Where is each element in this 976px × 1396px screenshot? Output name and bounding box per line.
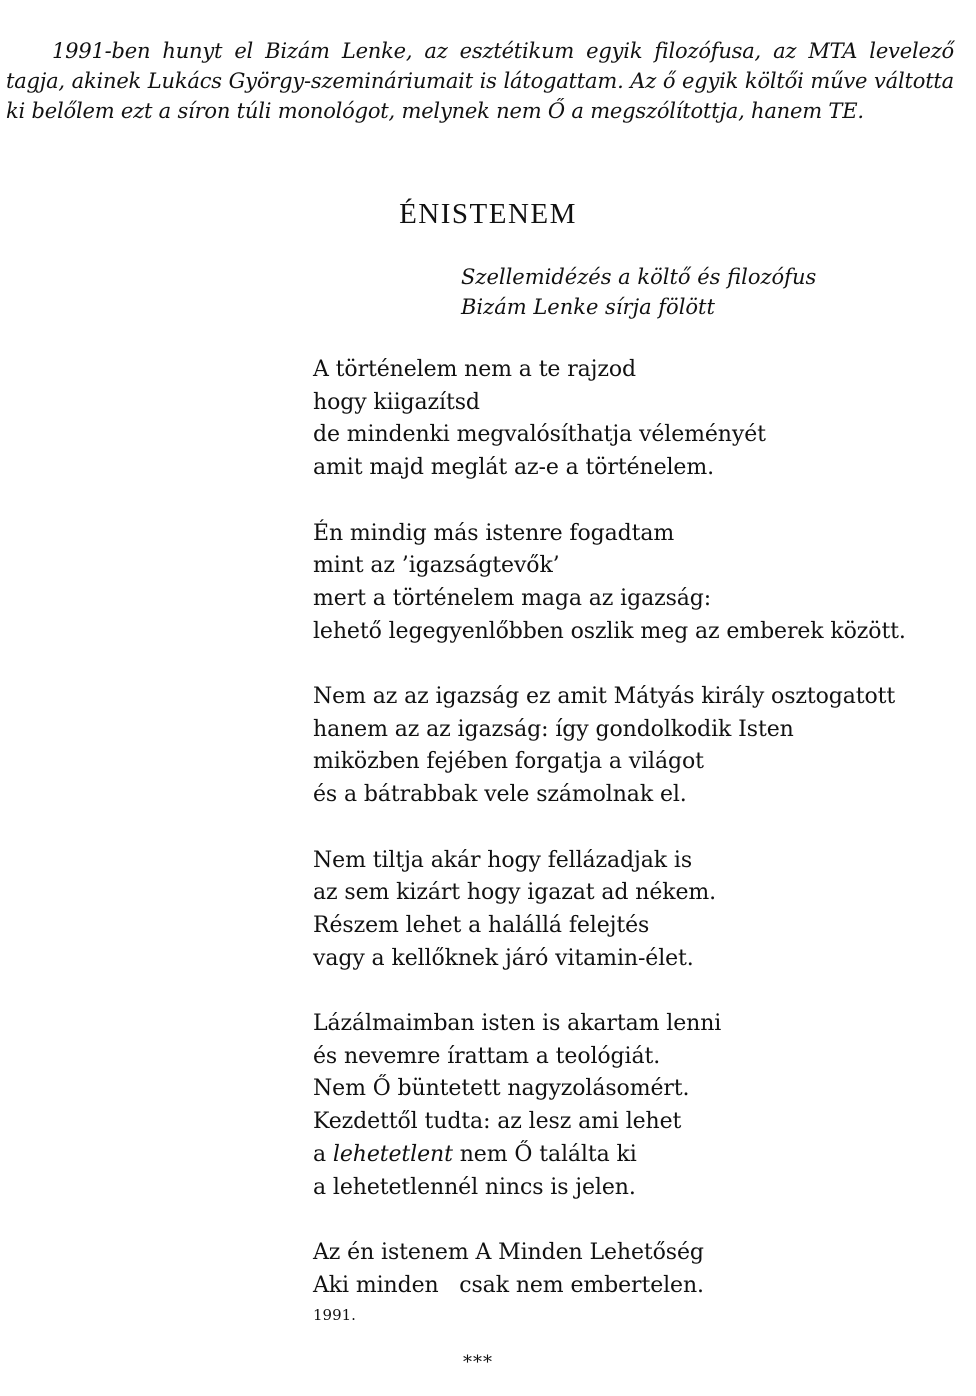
poem-line: hogy kiigazítsd (313, 389, 480, 415)
poem-line: és nevemre írattam a teológiát. (313, 1043, 661, 1069)
line-text: nem Ő találta ki (452, 1141, 637, 1167)
poem-line: lehető legegyenlőbben oszlik meg az emberek között. (313, 618, 906, 644)
poem-line (313, 1139, 906, 1172)
poem-line: és a bátrabbak vele számolnak el. (313, 782, 687, 808)
poem-line: mint az ’igazságtevők’ (313, 553, 560, 579)
poem-line: hanem az az igazság: így gondolkodik Isten (313, 716, 794, 742)
poem-line: Nem az az igazság ez amit Mátyás király osztogatott (313, 684, 896, 709)
poem-year: 1991. (313, 1306, 356, 1324)
poem-line: Részem lehet a halállá felejtés (313, 912, 650, 938)
stanza (313, 681, 906, 812)
poem-line: Aki minden csak nem embertelen. (313, 1272, 704, 1298)
poem-title: ÉNISTENEM (399, 198, 577, 230)
poem-line: Nem tiltja akár hogy fellázadjak is (313, 847, 693, 873)
emphasized-word: lehetetlent (332, 1141, 453, 1167)
poem-subtitle (461, 262, 816, 322)
poem-line: Kezdettől tudta: az lesz ami lehet (313, 1109, 682, 1135)
poem-line: Nem Ő büntetett nagyzolásomért. (313, 1076, 690, 1102)
poem-body (313, 354, 906, 1302)
poem-line: Én mindig más istenre fogadtam (313, 520, 675, 546)
stanza (313, 518, 906, 649)
poem-line: mert a történelem maga az igazság: (313, 585, 712, 611)
poem-line: Lázálmaimban isten is akartam lenni (313, 1011, 722, 1036)
subtitle-line: Szellemidézés a költő és filozófus (461, 265, 817, 289)
stanza (313, 1237, 906, 1302)
line-text: a (313, 1141, 333, 1167)
poem-line: de mindenki megvalósíthatja véleményét (313, 422, 766, 448)
poem-line: a lehetetlennél nincs is jelen. (313, 1174, 636, 1200)
poem-line: miközben fejében forgatja a világot (313, 749, 704, 775)
intro-paragraph: 1991-ben hunyt el Bizám Lenke, az esztétikum egyik filozófusa, az MTA levelező tagja, akinek Lukács György-szemináriumait is látogattam. Az ő egyik költői műve váltotta ki belőlem ezt a síron túli monológot, melynek nem Ő a megszólítottja, hanem TE. (6, 39, 954, 123)
poem-line: A történelem nem a te rajzod (313, 357, 637, 382)
stanza (313, 845, 906, 976)
poem-line: amit majd meglát az-e a történelem. (313, 455, 714, 481)
poem-line: Az én istenem A Minden Lehetőség (313, 1239, 704, 1265)
stanza (313, 354, 906, 485)
subtitle-line: Bizám Lenke sírja fölött (461, 295, 715, 319)
section-separator: *** (463, 1352, 493, 1373)
poem-line: az sem kizárt hogy igazat ad nékem. (313, 880, 717, 906)
stanza (313, 1008, 906, 1204)
poem-line: vagy a kellőknek járó vitamin-élet. (313, 945, 694, 971)
